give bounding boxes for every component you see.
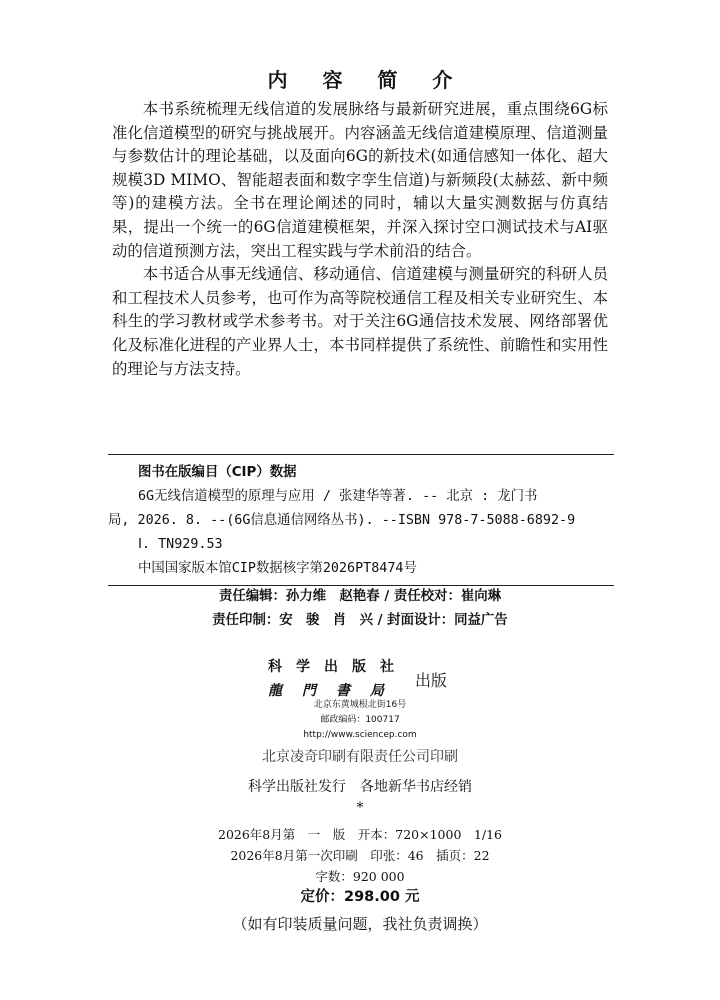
publish-word: 出版 [415, 671, 448, 690]
printing-line: 2026年8月第一次印刷 印张：46 插页：22 [230, 848, 490, 863]
edition-line: 2026年8月第 一 版 开本：720×1000 1/16 [218, 827, 502, 842]
staff-line-1: 责任编辑：孙力维 赵艳春 / 责任校对：崔向琳 [218, 589, 502, 604]
publisher-website: http://www.sciencep.com [303, 730, 417, 740]
printer-line: 北京凌奇印刷有限责任公司印刷 [262, 749, 458, 765]
cip-line-3: Ⅰ. TN929.53 [138, 537, 223, 552]
intro-paragraph-2: 本书适合从事无线通信、移动通信、信道建模与测量研究的科研人员和工程技术人员参考，也可作为高等院校通信工程及相关专业研究生、本科生的学习教材或学术参考书。对于关注6G通信技术发展、网络部署优化及标准化进程的产业界人士，本书同样提供了系统性、前瞻性和实用性的理论与方法支持。 [112, 265, 608, 378]
cip-line-4: 中国国家版本馆CIP数据核字第2026PT8474号 [138, 561, 417, 576]
intro-section [112, 98, 608, 381]
cip-line-2: 局, 2026. 8. --(6G信息通信网络丛书). --ISBN 978-7-5088-6892-9 [108, 513, 576, 528]
price: 定价：298.00 元 [300, 889, 420, 905]
quality-note: （如有印装质量问题，我社负责调换） [232, 915, 488, 933]
distribution-line: 科学出版社发行 各地新华书店经销 [248, 779, 472, 795]
staff-credits [0, 585, 720, 633]
cip-heading: 图书在版编目（CIP）数据 [138, 465, 297, 480]
word-count: 字数：920 000 [315, 869, 405, 884]
publisher-address: 北京东黄城根北街16号 [313, 700, 407, 710]
staff-line-2: 责任印制：安 骏 肖 兴 / 封面设计：同益广告 [212, 613, 508, 628]
cip-data-box [108, 454, 614, 586]
intro-paragraph-1: 本书系统梳理无线信道的发展脉络与最新研究进展，重点围绕6G标准化信道模型的研究与挑战展开。内容涵盖无线信道建模原理、信道测量与参数估计的理论基础，以及面向6G的新技术(如通信感知一体化、超大规模3D MIMO、智能超表面和数字孪生信道)与新频段(太赫兹、新中频等)的建模方法。全书在理论阐述的同时，辅以大量实测数据与仿真结果，提出一个统一的6G信道建模框架，并深入探讨空口测试技术与AI驱动的信道预测方法，突出工程实践与学术前沿的结合。 [112, 100, 608, 260]
page-title: 内 容 简 介 [267, 68, 467, 92]
publisher-address-block [0, 698, 720, 743]
publisher-logo-row-2: 龍門書局 [268, 683, 404, 699]
cip-line-1: 6G无线信道模型的原理与应用 / 张建华等著. -- 北京 : 龙门书 [138, 489, 538, 504]
publisher-logo-row-1: 科学出版社 [268, 659, 408, 675]
separator-star: * [356, 800, 364, 816]
edition-specs [0, 824, 720, 887]
publisher-postcode: 邮政编码：100717 [320, 715, 400, 725]
